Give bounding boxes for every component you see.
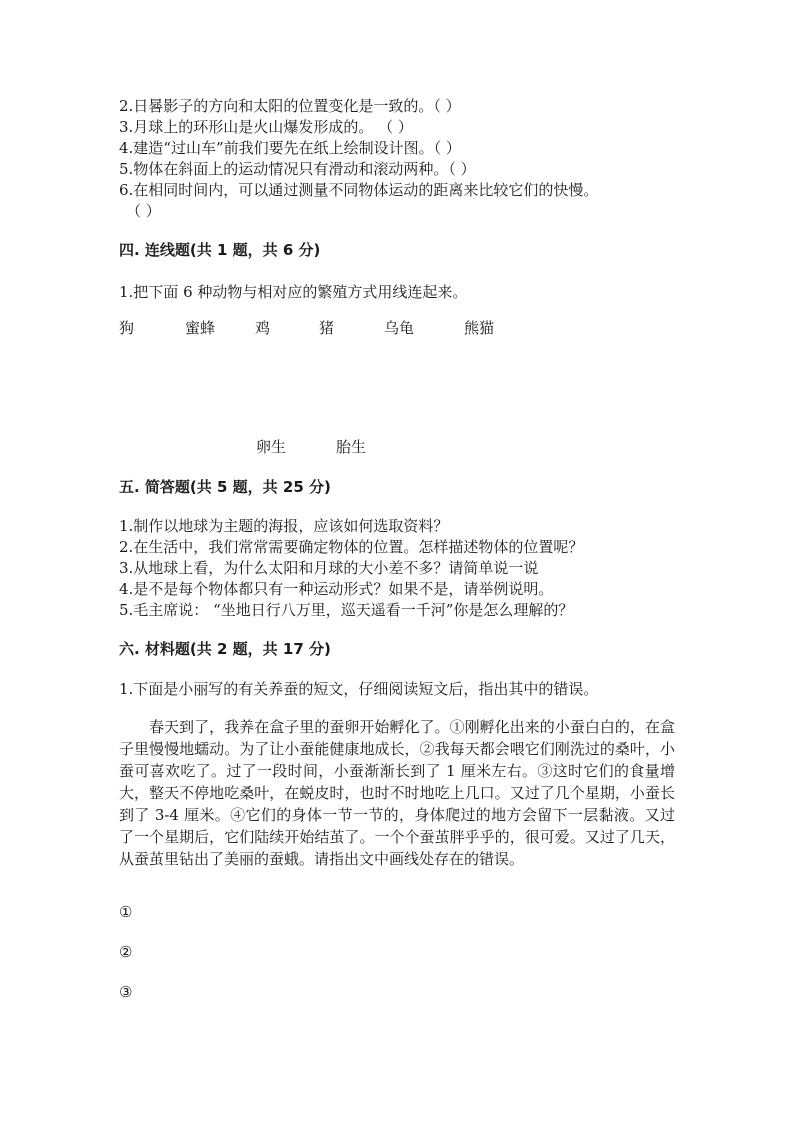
tf-item-2: 2.日晷影子的方向和太阳的位置变化是一致的。（ ）	[119, 97, 461, 115]
animal-chicken: 鸡	[255, 319, 271, 337]
short-answer-3: 3.从地球上看，为什么太阳和月球的大小差不多？请简单说一说	[119, 559, 539, 577]
tf-item-6-blank: （ ）	[126, 202, 161, 220]
animal-list	[119, 318, 679, 338]
material-question: 1.下面是小丽写的有关养蚕的短文，仔细阅读短文后，指出其中的错误。	[119, 680, 599, 698]
tf-item-4: 4.建造“过山车”前我们要先在纸上绘制设计图。（ ）	[119, 139, 461, 157]
mode-oviparous: 卵生	[256, 438, 287, 456]
passage-text: 春天到了，我养在盒子里的蚕卵开始孵化了。①刚孵化出来的小蚕白白的，在盒子里慢慢地蠕动。为了让小蚕能健康地成长，②我每天都会喂它们刚洗过的桑叶，小蚕可喜欢吃了。过了一段时间，小蚕渐渐长到了 1 厘米左右。③这时它们的食量增大，整天不停地吃桑叶，在蜕皮时，也时不时地吃上几口。又过了几个星期，小蚕长到了 3-4 厘米。④它们的身体一节一节的，身体爬过的地方会留下一层黏液。又过了一个星期后，它们陆续开始结茧了。一个个蚕茧胖乎乎的，很可爱。又过了几天，从蚕茧里钻出了美丽的蚕蛾。请指出文中画线处存在的错误。	[119, 718, 675, 868]
short-answer-2: 2.在生活中，我们常常需要确定物体的位置。怎样描述物体的位置呢？	[119, 538, 584, 556]
silkworm-passage	[119, 716, 675, 870]
answer-marker-3: ③	[119, 983, 133, 1001]
animal-turtle: 乌龟	[384, 319, 415, 337]
answer-marker-2: ②	[119, 943, 133, 961]
mode-viviparous: 胎生	[336, 438, 367, 456]
section-heading-material: 六. 材料题(共 2 题，共 17 分)	[119, 640, 331, 658]
tf-item-6: 6.在相同时间内，可以通过测量不同物体运动的距离来比较它们的快慢。	[119, 181, 599, 199]
section-heading-short-answer: 五. 简答题(共 5 题，共 25 分)	[119, 478, 331, 496]
tf-item-5: 5.物体在斜面上的运动情况只有滑动和滚动两种。（ ）	[119, 160, 476, 178]
animal-dog: 狗	[119, 319, 135, 337]
section-heading-matching: 四. 连线题(共 1 题，共 6 分)	[119, 241, 321, 259]
short-answer-1: 1.制作以地球为主题的海报，应该如何选取资料？	[119, 517, 449, 535]
answer-marker-1: ①	[119, 903, 133, 921]
animal-pig: 猪	[319, 319, 335, 337]
matching-question: 1.把下面 6 种动物与相对应的繁殖方式用线连起来。	[119, 283, 468, 301]
short-answer-4: 4.是不是每个物体都只有一种运动形式？如果不是，请举例说明。	[119, 580, 554, 598]
tf-item-3: 3.月球上的环形山是火山爆发形成的。 （ ）	[119, 118, 413, 136]
animal-bee: 蜜蜂	[185, 319, 216, 337]
short-answer-5: 5.毛主席说： “坐地日行八万里，巡天遥看一千河”你是怎么理解的？	[119, 601, 574, 619]
animal-panda: 熊猫	[464, 319, 495, 337]
